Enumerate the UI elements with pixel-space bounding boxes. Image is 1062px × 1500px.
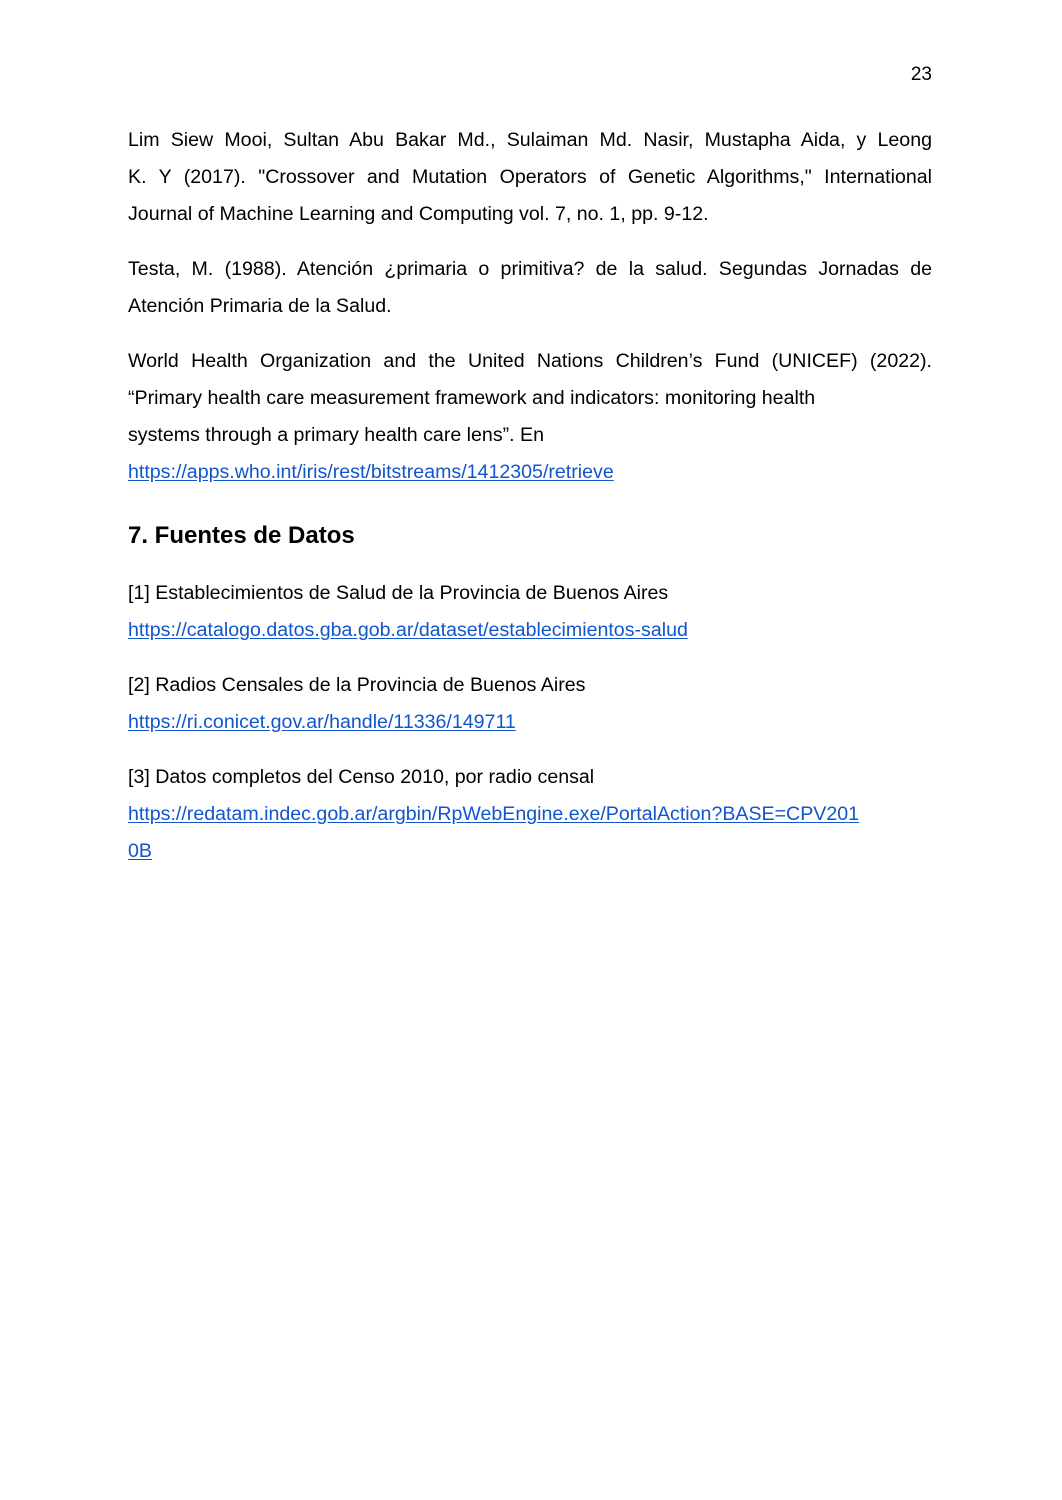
data-source-link-line: [128, 612, 932, 649]
reference-line: Testa, M. (1988). Atención ¿primaria o primitiva? de la salud. Segundas Jornadas de: [128, 258, 932, 280]
establecimientos-salud-link[interactable]: https://catalogo.datos.gba.gob.ar/dataset/establecimientos-salud: [128, 619, 688, 641]
reference-entry-testa: [128, 251, 932, 325]
radios-censales-link[interactable]: https://ri.conicet.gov.ar/handle/11336/149711: [128, 711, 516, 733]
data-source-2: [128, 667, 932, 741]
reference-entry-lim: [128, 122, 932, 233]
reference-line: “Primary health care measurement framework and indicators: monitoring health: [128, 387, 816, 409]
page-content: [128, 122, 932, 888]
censo-2010-link-continued[interactable]: 0B: [128, 840, 152, 862]
reference-link-line: [128, 454, 932, 491]
data-source-link-line: [128, 704, 932, 741]
page-number: 23: [910, 64, 932, 85]
data-source-title: [1] Establecimientos de Salud de la Provincia de Buenos Aires: [128, 582, 669, 604]
who-report-link[interactable]: https://apps.who.int/iris/rest/bitstreams/1412305/retrieve: [128, 461, 614, 483]
reference-line: Journal of Machine Learning and Computing vol. 7, no. 1, pp. 9-12.: [128, 203, 709, 225]
data-source-title: [2] Radios Censales de la Provincia de Buenos Aires: [128, 674, 586, 696]
reference-entry-who: [128, 343, 932, 491]
reference-line: systems through a primary health care lens”. En: [128, 424, 545, 446]
reference-line: World Health Organization and the United Nations Children’s Fund (UNICEF) (2022).: [128, 350, 932, 372]
data-source-1: [128, 575, 932, 649]
data-source-link-line: [128, 796, 932, 833]
reference-line: K. Y (2017). "Crossover and Mutation Operators of Genetic Algorithms," International: [128, 166, 932, 188]
data-source-3: [128, 759, 932, 870]
section-heading: 7. Fuentes de Datos: [128, 522, 355, 549]
censo-2010-link[interactable]: https://redatam.indec.gob.ar/argbin/RpWebEngine.exe/PortalAction?BASE=CPV201: [128, 803, 860, 825]
data-source-title: [3] Datos completos del Censo 2010, por radio censal: [128, 766, 595, 788]
reference-line: Lim Siew Mooi, Sultan Abu Bakar Md., Sulaiman Md. Nasir, Mustapha Aida, y Leong: [128, 129, 932, 151]
data-source-link-line: [128, 833, 932, 870]
reference-line: Atención Primaria de la Salud.: [128, 295, 392, 317]
